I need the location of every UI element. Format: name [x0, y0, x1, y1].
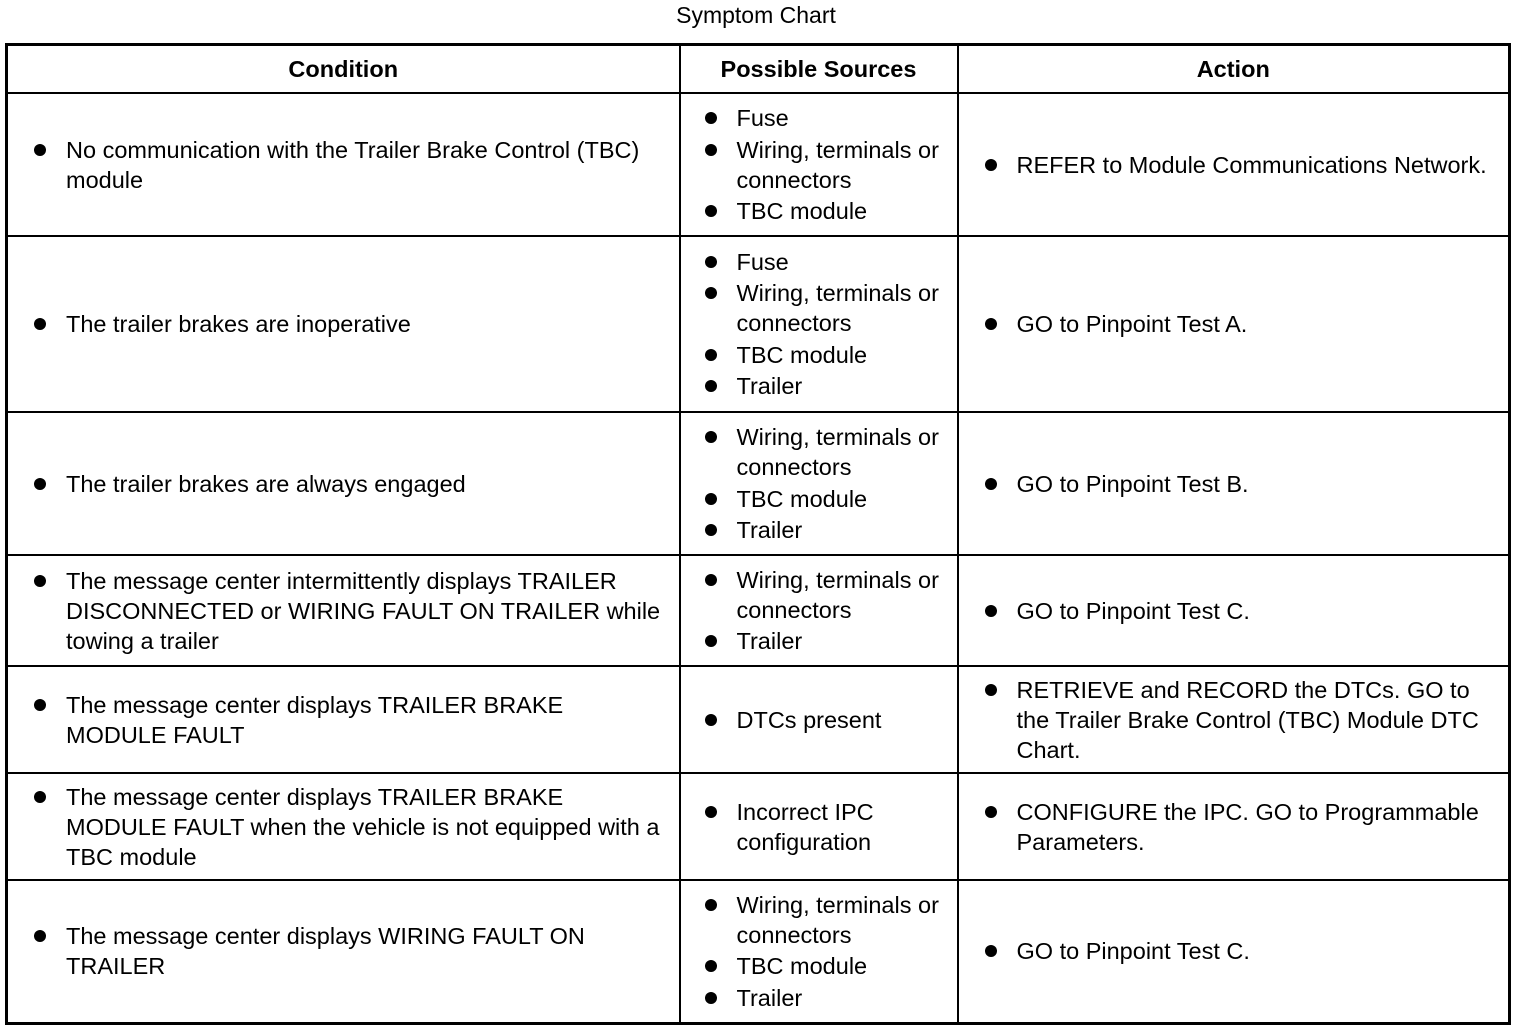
action-cell: [958, 666, 1510, 773]
action-cell: [958, 773, 1510, 880]
bullet-item: Wiring, terminals or connectors: [705, 135, 951, 195]
header-possible-sources: Possible Sources: [680, 45, 958, 94]
condition-cell: [7, 93, 680, 236]
table-row: [7, 412, 1510, 555]
bullet-list: [34, 309, 667, 339]
table-row: [7, 93, 1510, 236]
sources-cell: [680, 412, 958, 555]
bullet-item: Trailer: [705, 371, 951, 401]
bullet-item: The message center displays TRAILER BRAKE MODULE FAULT: [34, 690, 667, 750]
sources-cell: [680, 773, 958, 880]
bullet-item: Wiring, terminals or connectors: [705, 422, 951, 482]
bullet-list: [985, 797, 1497, 857]
sources-cell: [680, 236, 958, 412]
bullet-item: REFER to Module Communications Network.: [985, 150, 1497, 180]
bullet-item: GO to Pinpoint Test A.: [985, 309, 1497, 339]
bullet-item: No communication with the Trailer Brake Control (TBC) module: [34, 135, 667, 195]
bullet-item: CONFIGURE the IPC. GO to Programmable Parameters.: [985, 797, 1497, 857]
bullet-item: Trailer: [705, 626, 951, 656]
condition-cell: [7, 412, 680, 555]
table-row: [7, 880, 1510, 1023]
bullet-list: [705, 565, 951, 657]
header-condition: Condition: [7, 45, 680, 94]
bullet-item: RETRIEVE and RECORD the DTCs. GO to the Trailer Brake Control (TBC) Module DTC Chart.: [985, 675, 1497, 765]
bullet-list: [705, 890, 951, 1013]
bullet-item: Wiring, terminals or connectors: [705, 278, 951, 338]
action-cell: [958, 93, 1510, 236]
bullet-list: [34, 135, 667, 195]
condition-cell: [7, 236, 680, 412]
action-cell: [958, 412, 1510, 555]
bullet-item: Fuse: [705, 247, 951, 277]
symptom-table: [5, 43, 1511, 1025]
action-cell: [958, 555, 1510, 666]
condition-cell: [7, 666, 680, 773]
bullet-list: [985, 596, 1497, 626]
bullet-item: Incorrect IPC configuration: [705, 797, 951, 857]
condition-cell: [7, 880, 680, 1023]
bullet-list: [985, 469, 1497, 499]
bullet-list: [705, 705, 951, 735]
action-cell: [958, 236, 1510, 412]
action-cell: [958, 880, 1510, 1023]
bullet-item: GO to Pinpoint Test C.: [985, 596, 1497, 626]
bullet-item: GO to Pinpoint Test B.: [985, 469, 1497, 499]
bullet-item: Wiring, terminals or connectors: [705, 890, 951, 950]
bullet-item: The message center intermittently displays TRAILER DISCONNECTED or WIRING FAULT ON TRAILER while towing a trailer: [34, 566, 667, 656]
chart-title: Symptom Chart: [676, 2, 836, 28]
bullet-item: The trailer brakes are always engaged: [34, 469, 667, 499]
bullet-list: [985, 936, 1497, 966]
bullet-list: [985, 675, 1497, 765]
bullet-item: Trailer: [705, 515, 951, 545]
bullet-item: TBC module: [705, 484, 951, 514]
bullet-list: [34, 566, 667, 656]
bullet-list: [985, 150, 1497, 180]
bullet-item: TBC module: [705, 340, 951, 370]
condition-cell: [7, 773, 680, 880]
sources-cell: [680, 93, 958, 236]
sources-cell: [680, 555, 958, 666]
bullet-list: [705, 247, 951, 402]
bullet-list: [34, 690, 667, 750]
bullet-list: [705, 422, 951, 545]
table-row: [7, 236, 1510, 412]
bullet-item: The trailer brakes are inoperative: [34, 309, 667, 339]
bullet-list: [705, 797, 951, 857]
bullet-item: Trailer: [705, 983, 951, 1013]
bullet-item: TBC module: [705, 951, 951, 981]
bullet-list: [985, 309, 1497, 339]
header-row: [7, 45, 1510, 94]
sources-cell: [680, 666, 958, 773]
bullet-item: DTCs present: [705, 705, 951, 735]
table-row: [7, 773, 1510, 880]
bullet-list: [34, 921, 667, 981]
bullet-list: [705, 103, 951, 226]
sources-cell: [680, 880, 958, 1023]
bullet-item: The message center displays TRAILER BRAKE MODULE FAULT when the vehicle is not equipped with a TBC module: [34, 782, 667, 872]
bullet-item: The message center displays WIRING FAULT ON TRAILER: [34, 921, 667, 981]
bullet-item: Fuse: [705, 103, 951, 133]
bullet-item: TBC module: [705, 196, 951, 226]
bullet-list: [34, 782, 667, 872]
bullet-list: [34, 469, 667, 499]
table-row: [7, 555, 1510, 666]
bullet-item: Wiring, terminals or connectors: [705, 565, 951, 625]
condition-cell: [7, 555, 680, 666]
header-action: Action: [958, 45, 1510, 94]
table-row: [7, 666, 1510, 773]
bullet-item: GO to Pinpoint Test C.: [985, 936, 1497, 966]
